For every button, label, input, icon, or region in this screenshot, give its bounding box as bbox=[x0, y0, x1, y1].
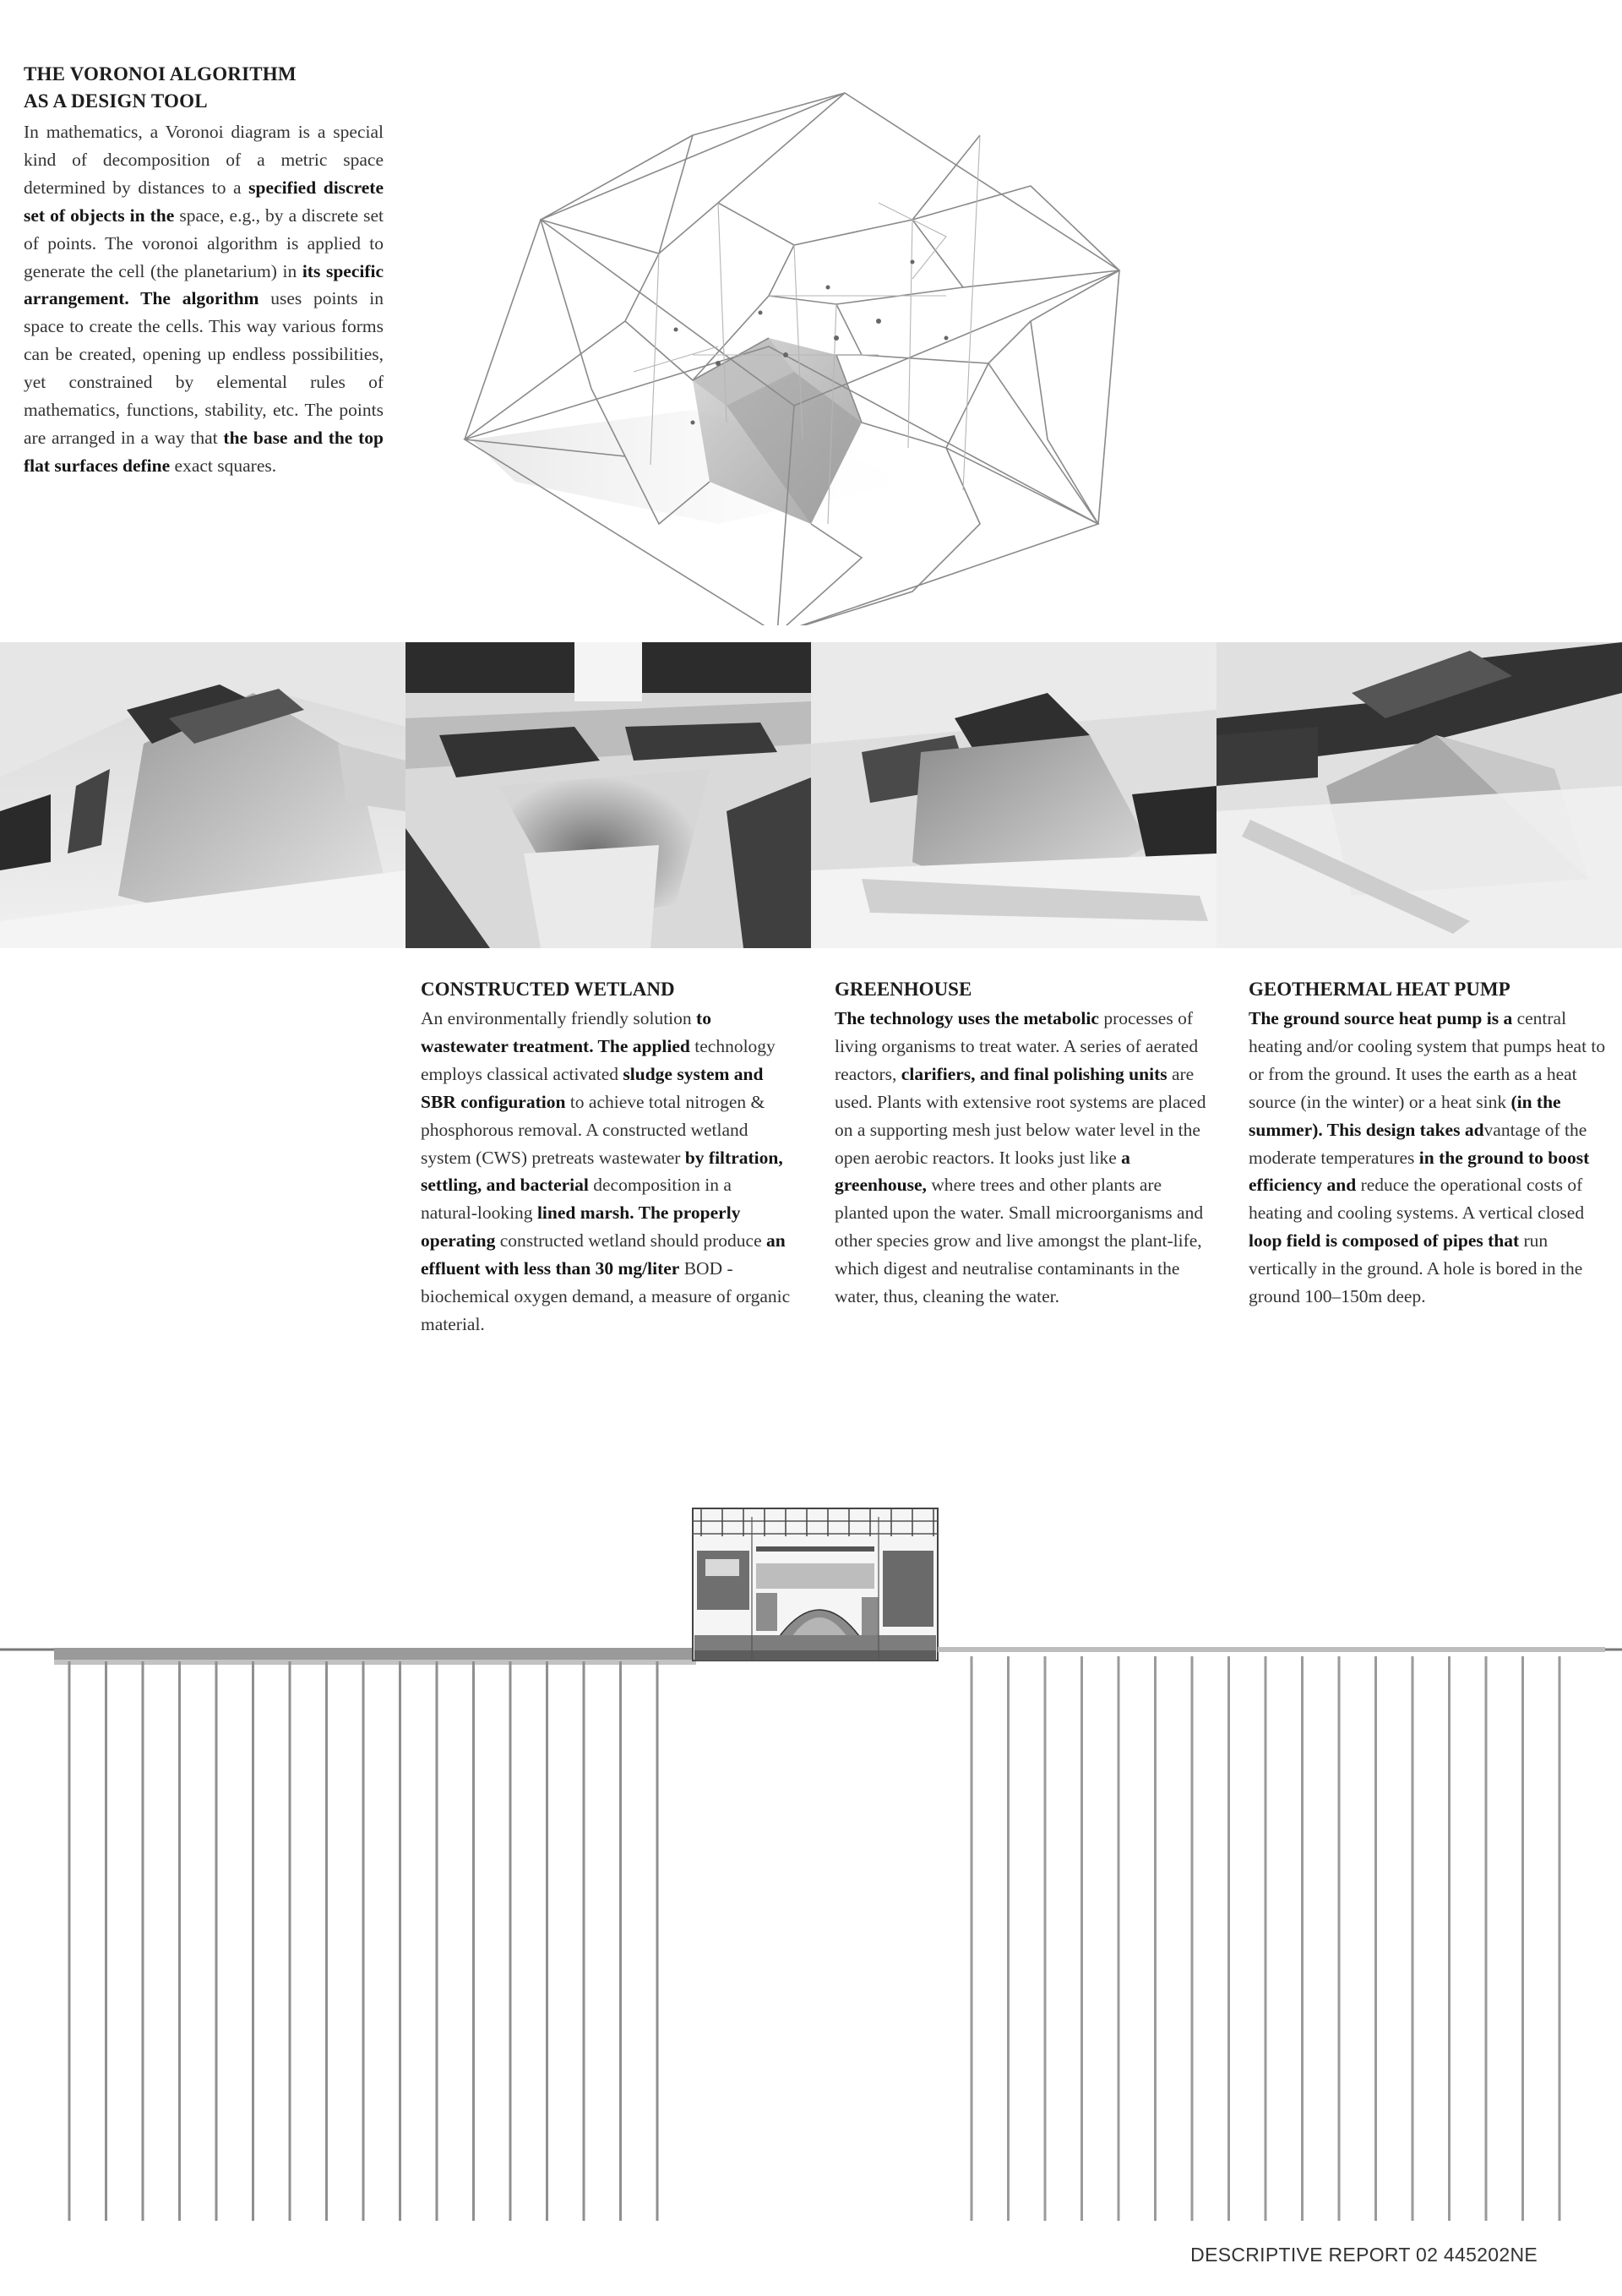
constructed-wetland-title: CONSTRUCTED WETLAND bbox=[421, 979, 675, 1000]
emphasized-text-run: a greenhouse, bbox=[835, 1147, 1130, 1196]
text-run: decomposition in a natural-looking bbox=[421, 1175, 732, 1224]
emphasized-text-run: (in the summer). This design takes ad bbox=[1249, 1091, 1561, 1140]
text-run: uses points in space to create the cells. This way various forms can be created, opening up endless possibilities, yet constrained by elemental rules of mathematics, functions, stability, etc. The points are arranged in a way that bbox=[24, 288, 384, 448]
emphasized-text-run: an effluent with less than 30 mg/liter bbox=[421, 1230, 786, 1279]
emphasized-text-run: specified discrete set of objects in the bbox=[24, 177, 384, 226]
geothermal-title: GEOTHERMAL HEAT PUMP bbox=[1249, 979, 1510, 1000]
text-run: run vertically in the ground. A hole is bored in the ground 100–150m deep. bbox=[1249, 1230, 1583, 1307]
text-run: BOD - biochemical oxygen demand, a measure of organic material. bbox=[421, 1258, 791, 1334]
constructed-wetland-column bbox=[421, 976, 792, 1339]
emphasized-text-run: sludge system and SBR configuration bbox=[421, 1063, 764, 1112]
text-run: space, e.g., by a discrete set of points. The voronoi algorithm is applied to generate the cell (the planetarium) in bbox=[24, 205, 384, 281]
voronoi-wireframe-diagram bbox=[439, 85, 1149, 625]
intro-title bbox=[24, 61, 384, 115]
geothermal-body bbox=[1249, 1005, 1620, 1311]
geothermal-column bbox=[1249, 976, 1620, 1311]
emphasized-text-run: its specific arrangement. The algorithm bbox=[24, 260, 384, 309]
intro-body bbox=[24, 118, 384, 480]
emphasized-text-run: clarifiers, and final polishing units bbox=[901, 1063, 1168, 1084]
text-run: technology employs classical activated bbox=[421, 1035, 776, 1084]
text-run: are used. Plants with extensive root systems are placed on a supporting mesh just below water level in the open aerobic reactors. It looks just like bbox=[835, 1063, 1206, 1168]
emphasized-text-run: the base and the top flat surfaces define bbox=[24, 427, 384, 476]
text-run: central heating and/or cooling system that pumps heat to or from the ground. It uses the earth as a heat source (in the winter) or a heat sink bbox=[1249, 1008, 1606, 1112]
text-run: vantage of the moderate temperatures bbox=[1249, 1119, 1587, 1168]
text-run: An environmentally friendly solution bbox=[421, 1008, 697, 1028]
intro-title-line-2: AS A DESIGN TOOL bbox=[24, 90, 208, 112]
emphasized-text-run: by filtration, settling, and bacterial bbox=[421, 1147, 783, 1196]
text-run: to achieve total nitrogen & phosphorous removal. A constructed wetland system (CWS) pretreats wastewater bbox=[421, 1091, 765, 1168]
emphasized-text-run: in the ground to boost efficiency and bbox=[1249, 1147, 1590, 1196]
text-run: where trees and other plants are planted upon the water. Small microorganisms and other species grow and live amongst the plant-life, which digest and neutralise contaminants in the water, thus, cleaning the water. bbox=[835, 1175, 1204, 1307]
render-image-1 bbox=[0, 642, 406, 948]
emphasized-text-run: to wastewater treatment. The applied bbox=[421, 1008, 711, 1056]
greenhouse-column bbox=[835, 976, 1206, 1311]
text-run: constructed wetland should produce bbox=[495, 1230, 767, 1252]
intro-title-line-1: THE VORONOI ALGORITHM bbox=[24, 63, 297, 85]
emphasized-text-run: The technology uses the metabolic bbox=[835, 1008, 1099, 1028]
text-run: reduce the operational costs of heating and cooling systems. A vertical closed bbox=[1249, 1175, 1585, 1224]
render-image-3 bbox=[811, 642, 1216, 948]
emphasized-text-run: The ground source heat pump is a bbox=[1249, 1008, 1513, 1028]
text-run: processes of living organisms to treat water. A series of aerated reactors, bbox=[835, 1008, 1199, 1084]
text-run: In mathematics, a Voronoi diagram is a special kind of decomposition of a metric space determined by distances to a bbox=[24, 122, 384, 198]
constructed-wetland-body bbox=[421, 1005, 792, 1339]
render-image-4 bbox=[1216, 642, 1622, 948]
render-image-2 bbox=[406, 642, 811, 948]
emphasized-text-run: loop field is composed of pipes that bbox=[1249, 1230, 1520, 1252]
emphasized-text-run: lined marsh. The properly operating bbox=[421, 1203, 741, 1252]
page-footer: DESCRIPTIVE REPORT 02 445202NE bbox=[1190, 2244, 1538, 2266]
text-run: exact squares. bbox=[170, 455, 277, 476]
building-section-drawing bbox=[0, 1487, 1622, 2231]
render-image-strip bbox=[0, 642, 1622, 948]
intro-section bbox=[24, 61, 384, 480]
greenhouse-body bbox=[835, 1005, 1206, 1311]
greenhouse-title: GREENHOUSE bbox=[835, 979, 972, 1000]
